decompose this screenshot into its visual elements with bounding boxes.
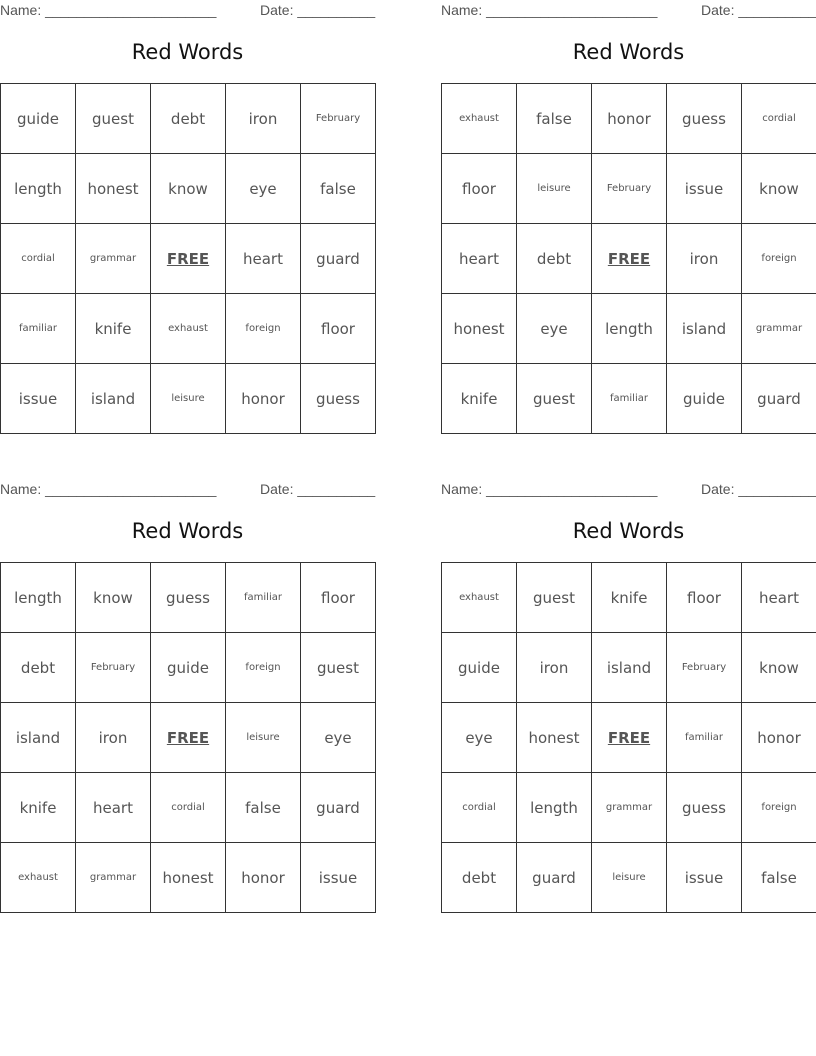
bingo-cell: issue: [1, 364, 76, 434]
bingo-cell: exhaust: [1, 843, 76, 913]
name-field[interactable]: Name: ______________________: [0, 2, 217, 18]
bingo-cell: heart: [226, 224, 301, 294]
bingo-cell: leisure: [151, 364, 226, 434]
bingo-cell: guess: [301, 364, 376, 434]
grid-row: [442, 843, 816, 913]
bingo-cell: guest: [76, 84, 151, 154]
bingo-cell: eye: [442, 703, 517, 773]
bingo-cell: eye: [301, 703, 376, 773]
bingo-cell: length: [1, 563, 76, 633]
bingo-cell: leisure: [592, 843, 667, 913]
bingo-cell: island: [667, 294, 742, 364]
bingo-cell: false: [226, 773, 301, 843]
bingo-cell: leisure: [226, 703, 301, 773]
bingo-grid: [0, 83, 376, 434]
bingo-cell: guess: [667, 84, 742, 154]
bingo-cell: heart: [442, 224, 517, 294]
bingo-cell: February: [592, 154, 667, 224]
bingo-cell: leisure: [517, 154, 592, 224]
bingo-cell: honor: [592, 84, 667, 154]
bingo-cell: debt: [517, 224, 592, 294]
grid-row: [1, 294, 376, 364]
bingo-cell: iron: [76, 703, 151, 773]
card-header: [441, 0, 816, 22]
bingo-cell: guest: [517, 563, 592, 633]
grid-row: [1, 224, 376, 294]
bingo-cell: foreign: [226, 294, 301, 364]
bingo-cell: guard: [301, 773, 376, 843]
bingo-cell: foreign: [226, 633, 301, 703]
bingo-cell: guide: [1, 84, 76, 154]
bingo-cell: debt: [1, 633, 76, 703]
card-title: Red Words: [572, 519, 685, 543]
grid-row: [1, 364, 376, 434]
bingo-cell: debt: [151, 84, 226, 154]
bingo-cell: know: [76, 563, 151, 633]
bingo-cell: debt: [442, 843, 517, 913]
grid-row: [442, 84, 816, 154]
date-field[interactable]: Date: __________: [701, 2, 816, 18]
bingo-cell: heart: [742, 563, 816, 633]
bingo-cell: iron: [517, 633, 592, 703]
card-header: [0, 0, 375, 22]
bingo-cell: familiar: [1, 294, 76, 364]
bingo-cell: floor: [301, 563, 376, 633]
bingo-cell: know: [151, 154, 226, 224]
bingo-cell: false: [301, 154, 376, 224]
bingo-cell: iron: [667, 224, 742, 294]
bingo-grid: [441, 562, 816, 913]
bingo-cell: floor: [667, 563, 742, 633]
bingo-cell: eye: [517, 294, 592, 364]
grid-row: [1, 843, 376, 913]
bingo-cell: island: [1, 703, 76, 773]
grid-row: [442, 703, 816, 773]
bingo-cell: knife: [76, 294, 151, 364]
bingo-cell: grammar: [742, 294, 816, 364]
bingo-cell: exhaust: [442, 84, 517, 154]
grid-row: [442, 224, 816, 294]
bingo-cell: honest: [76, 154, 151, 224]
bingo-cell: guide: [151, 633, 226, 703]
bingo-cell: guard: [742, 364, 816, 434]
bingo-card-4: [441, 479, 816, 887]
bingo-cell: honest: [151, 843, 226, 913]
bingo-cell: island: [592, 633, 667, 703]
bingo-cell: cordial: [151, 773, 226, 843]
date-field[interactable]: Date: __________: [260, 481, 376, 497]
card-title: Red Words: [572, 40, 685, 64]
bingo-cell: cordial: [1, 224, 76, 294]
bingo-cell: grammar: [76, 224, 151, 294]
grid-row: [1, 154, 376, 224]
bingo-cell: length: [1, 154, 76, 224]
bingo-cell: length: [592, 294, 667, 364]
grid-row: [1, 84, 376, 154]
bingo-cell: cordial: [742, 84, 816, 154]
free-space-cell: FREE: [592, 703, 667, 773]
date-field[interactable]: Date: __________: [701, 481, 816, 497]
grid-row: [442, 563, 816, 633]
bingo-cell: floor: [442, 154, 517, 224]
grid-row: [442, 364, 816, 434]
bingo-cell: familiar: [226, 563, 301, 633]
bingo-cell: guide: [667, 364, 742, 434]
bingo-cell: honor: [226, 364, 301, 434]
bingo-cell: false: [742, 843, 816, 913]
bingo-cell: guess: [151, 563, 226, 633]
bingo-card-1: [0, 0, 376, 408]
bingo-cell: foreign: [742, 773, 816, 843]
bingo-cell: February: [667, 633, 742, 703]
bingo-cell: floor: [301, 294, 376, 364]
bingo-cell: guest: [301, 633, 376, 703]
bingo-cell: guess: [667, 773, 742, 843]
bingo-grid: [0, 562, 376, 913]
bingo-cell: foreign: [742, 224, 816, 294]
bingo-cell: familiar: [592, 364, 667, 434]
grid-row: [1, 633, 376, 703]
bingo-cell: issue: [667, 843, 742, 913]
bingo-cell: grammar: [76, 843, 151, 913]
bingo-cell: length: [517, 773, 592, 843]
name-field[interactable]: Name: ______________________: [0, 481, 217, 497]
date-field[interactable]: Date: __________: [260, 2, 376, 18]
bingo-cell: February: [76, 633, 151, 703]
grid-row: [1, 703, 376, 773]
bingo-cell: grammar: [592, 773, 667, 843]
bingo-cell: know: [742, 633, 816, 703]
bingo-cell: cordial: [442, 773, 517, 843]
name-field[interactable]: Name: ______________________: [441, 481, 658, 497]
bingo-cell: guard: [517, 843, 592, 913]
bingo-cell: know: [742, 154, 816, 224]
bingo-cell: false: [517, 84, 592, 154]
bingo-cell: honest: [517, 703, 592, 773]
bingo-cell: familiar: [667, 703, 742, 773]
free-space-cell: FREE: [151, 703, 226, 773]
bingo-cell: honest: [442, 294, 517, 364]
bingo-cell: knife: [1, 773, 76, 843]
bingo-cell: eye: [226, 154, 301, 224]
bingo-card-3: [0, 479, 376, 887]
free-space-cell: FREE: [592, 224, 667, 294]
bingo-cell: guide: [442, 633, 517, 703]
card-title: Red Words: [131, 40, 244, 64]
bingo-cell: honor: [742, 703, 816, 773]
free-space-cell: FREE: [151, 224, 226, 294]
card-title: Red Words: [131, 519, 244, 543]
bingo-cell: knife: [442, 364, 517, 434]
bingo-cell: issue: [301, 843, 376, 913]
bingo-cell: guest: [517, 364, 592, 434]
card-header: [441, 479, 816, 501]
bingo-cell: guard: [301, 224, 376, 294]
bingo-grid: [441, 83, 816, 434]
bingo-cell: heart: [76, 773, 151, 843]
grid-row: [442, 773, 816, 843]
bingo-cell: February: [301, 84, 376, 154]
bingo-cell: island: [76, 364, 151, 434]
grid-row: [1, 773, 376, 843]
bingo-cell: issue: [667, 154, 742, 224]
grid-row: [1, 563, 376, 633]
card-header: [0, 479, 375, 501]
bingo-cell: exhaust: [442, 563, 517, 633]
name-field[interactable]: Name: ______________________: [441, 2, 658, 18]
grid-row: [442, 633, 816, 703]
bingo-card-2: [441, 0, 816, 408]
grid-row: [442, 294, 816, 364]
grid-row: [442, 154, 816, 224]
bingo-cell: iron: [226, 84, 301, 154]
bingo-cell: knife: [592, 563, 667, 633]
bingo-cell: honor: [226, 843, 301, 913]
bingo-cell: exhaust: [151, 294, 226, 364]
